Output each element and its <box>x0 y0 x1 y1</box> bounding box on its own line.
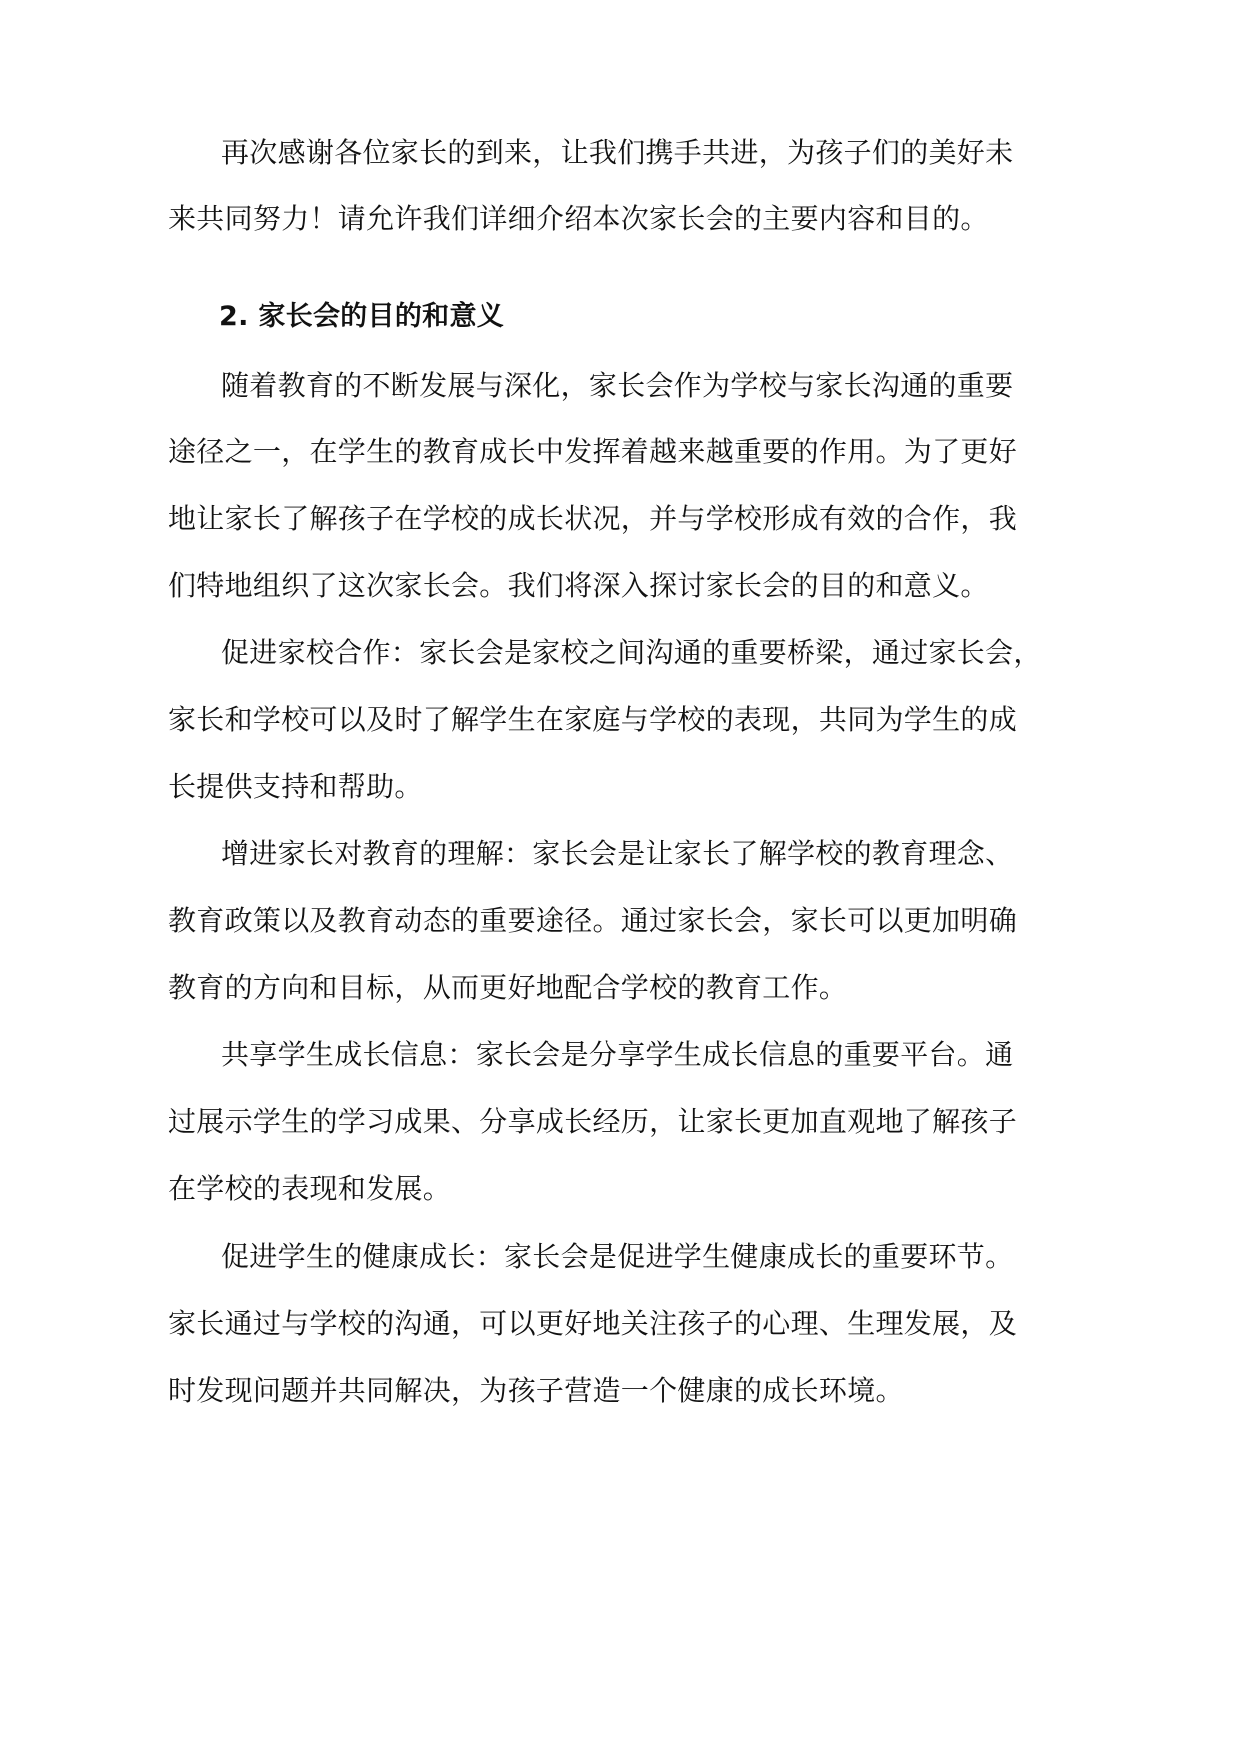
paragraph-line: 家长和学校可以及时了解学生在家庭与学校的表现，共同为学生的成 <box>168 703 1018 736</box>
paragraph-line: 教育的方向和目标，从而更好地配合学校的教育工作。 <box>168 971 848 1004</box>
paragraph-line: 再次感谢各位家长的到来，让我们携手共进，为孩子们的美好未 <box>221 136 1014 169</box>
paragraph-line: 增进家长对教育的理解：家长会是让家长了解学校的教育理念、 <box>221 837 1014 870</box>
paragraph-line: 家长通过与学校的沟通，可以更好地关注孩子的心理、生理发展，及 <box>168 1307 1018 1340</box>
paragraph-line: 地让家长了解孩子在学校的成长状况，并与学校形成有效的合作，我 <box>168 502 1018 535</box>
paragraph-line: 过展示学生的学习成果、分享成长经历，让家长更加直观地了解孩子 <box>168 1105 1018 1138</box>
paragraph-line: 时发现问题并共同解决，为孩子营造一个健康的成长环境。 <box>168 1374 904 1407</box>
paragraph-line: 长提供支持和帮助。 <box>168 770 423 803</box>
paragraph-line: 在学校的表现和发展。 <box>168 1172 452 1205</box>
paragraph-line: 随着教育的不断发展与深化，家长会作为学校与家长沟通的重要 <box>221 369 1014 402</box>
paragraph-line: 们特地组织了这次家长会。我们将深入探讨家长会的目的和意义。 <box>168 569 989 602</box>
paragraph-line: 教育政策以及教育动态的重要途径。通过家长会，家长可以更加明确 <box>168 904 1018 937</box>
paragraph-line: 来共同努力！请允许我们详细介绍本次家长会的主要内容和目的。 <box>168 202 989 235</box>
paragraph-line: 途径之一，在学生的教育成长中发挥着越来越重要的作用。为了更好 <box>168 435 1018 468</box>
section-heading: 2. 家长会的目的和意义 <box>219 301 505 332</box>
paragraph-line: 促进学生的健康成长：家长会是促进学生健康成长的重要环节。 <box>221 1240 1014 1273</box>
paragraph-line: 共享学生成长信息：家长会是分享学生成长信息的重要平台。通 <box>221 1038 1014 1071</box>
paragraph-line: 促进家校合作：家长会是家校之间沟通的重要桥梁，通过家长会， <box>221 636 1042 669</box>
